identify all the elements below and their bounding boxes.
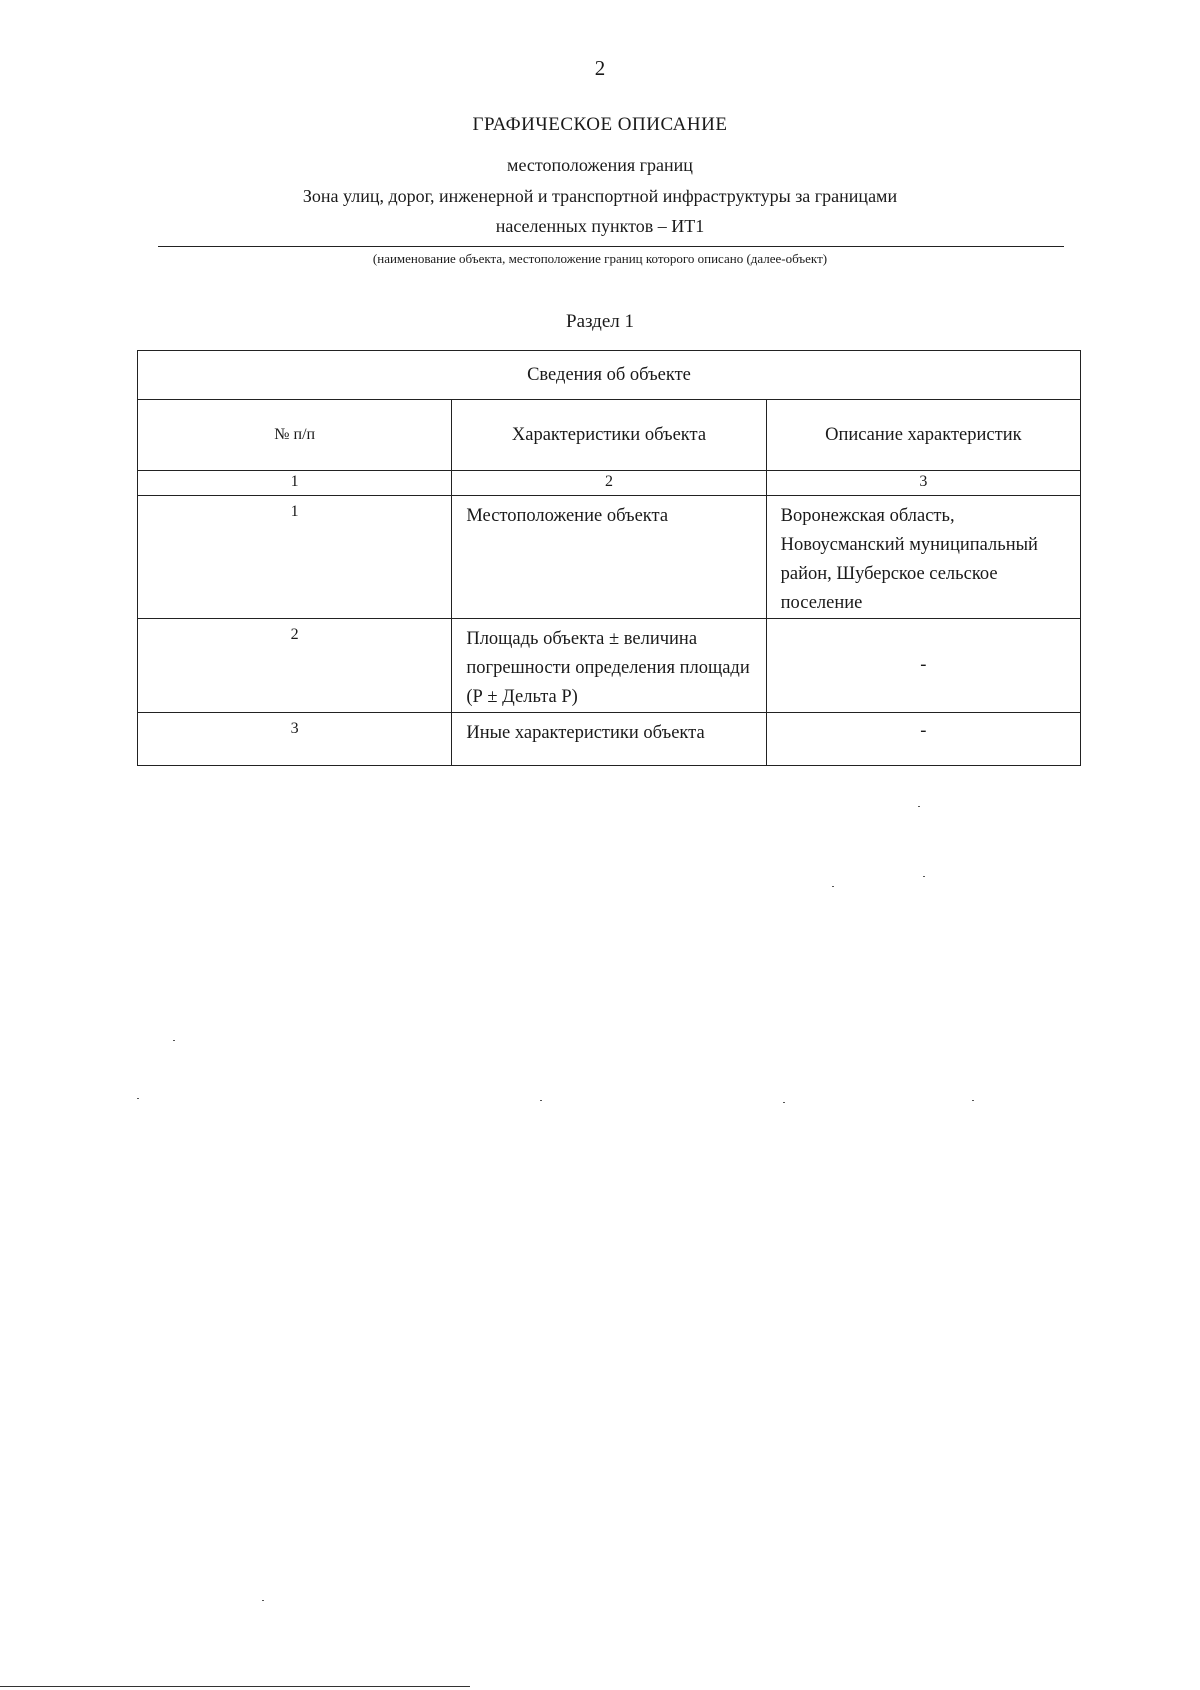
row-characteristic bbox=[452, 619, 766, 713]
row-characteristic-text: Иные характеристики объекта bbox=[466, 723, 705, 743]
row-number-text: 2 bbox=[290, 626, 299, 643]
header-characteristics: Характеристики объекта bbox=[452, 400, 766, 471]
column-number-3: 3 bbox=[766, 471, 1080, 496]
row-description bbox=[766, 713, 1080, 766]
object-caption: (наименование объекта, местоположение границ которого описано (далее-объект) bbox=[372, 251, 828, 266]
table-row bbox=[138, 619, 1081, 713]
document-title: ГРАФИЧЕСКОЕ ОПИСАНИЕ bbox=[472, 114, 728, 135]
table-row bbox=[138, 713, 1081, 766]
scan-speck bbox=[540, 1100, 542, 1101]
row-description-text: - bbox=[920, 721, 927, 741]
row-number-text: 3 bbox=[290, 720, 299, 737]
row-number bbox=[138, 619, 452, 713]
scan-speck bbox=[137, 1098, 139, 1099]
table-header-row bbox=[138, 400, 1081, 471]
subtitle-line-3: населенных пунктов – ИТ1 bbox=[495, 216, 705, 236]
table-title: Сведения об объекте bbox=[138, 351, 1081, 400]
column-number-2: 2 bbox=[452, 471, 766, 496]
column-number-1: 1 bbox=[138, 471, 452, 496]
header-description: Описание характеристик bbox=[766, 400, 1080, 471]
scan-speck bbox=[173, 1040, 175, 1041]
scan-speck bbox=[783, 1102, 785, 1103]
row-characteristic bbox=[452, 713, 766, 766]
table-row bbox=[138, 496, 1081, 619]
row-description: - bbox=[766, 619, 1080, 713]
table-title-row bbox=[138, 351, 1081, 400]
column-number-row bbox=[138, 471, 1081, 496]
row-number bbox=[138, 713, 452, 766]
page-number: 2 bbox=[594, 56, 606, 80]
scan-speck bbox=[832, 886, 834, 887]
scan-speck bbox=[972, 1100, 974, 1101]
object-info-table bbox=[137, 350, 1081, 766]
scan-speck bbox=[918, 806, 920, 807]
scan-speck bbox=[262, 1600, 264, 1601]
row-description-text: Воронежская область, Новоусманский муниципальный район, Шуберское сельское поселение bbox=[780, 506, 1038, 613]
bottom-rule bbox=[0, 1686, 470, 1687]
subtitle-line-2: Зона улиц, дорог, инженерной и транспортной инфраструктуры за границами bbox=[302, 186, 898, 206]
subtitle-line-1: местоположения границ bbox=[507, 155, 693, 175]
header-number: № п/п bbox=[138, 400, 452, 471]
row-characteristic bbox=[452, 496, 766, 619]
row-characteristic-text: Местоположение объекта bbox=[466, 506, 669, 526]
row-number-text: 1 bbox=[290, 503, 299, 520]
row-description bbox=[766, 496, 1080, 619]
row-number bbox=[138, 496, 452, 619]
row-characteristic-text: Площадь объекта ± величина погрешности определения площади (Р ± Дельта Р) bbox=[466, 629, 750, 707]
section-label: Раздел 1 bbox=[566, 311, 634, 332]
scan-speck bbox=[923, 876, 925, 877]
title-underline bbox=[158, 246, 1064, 247]
